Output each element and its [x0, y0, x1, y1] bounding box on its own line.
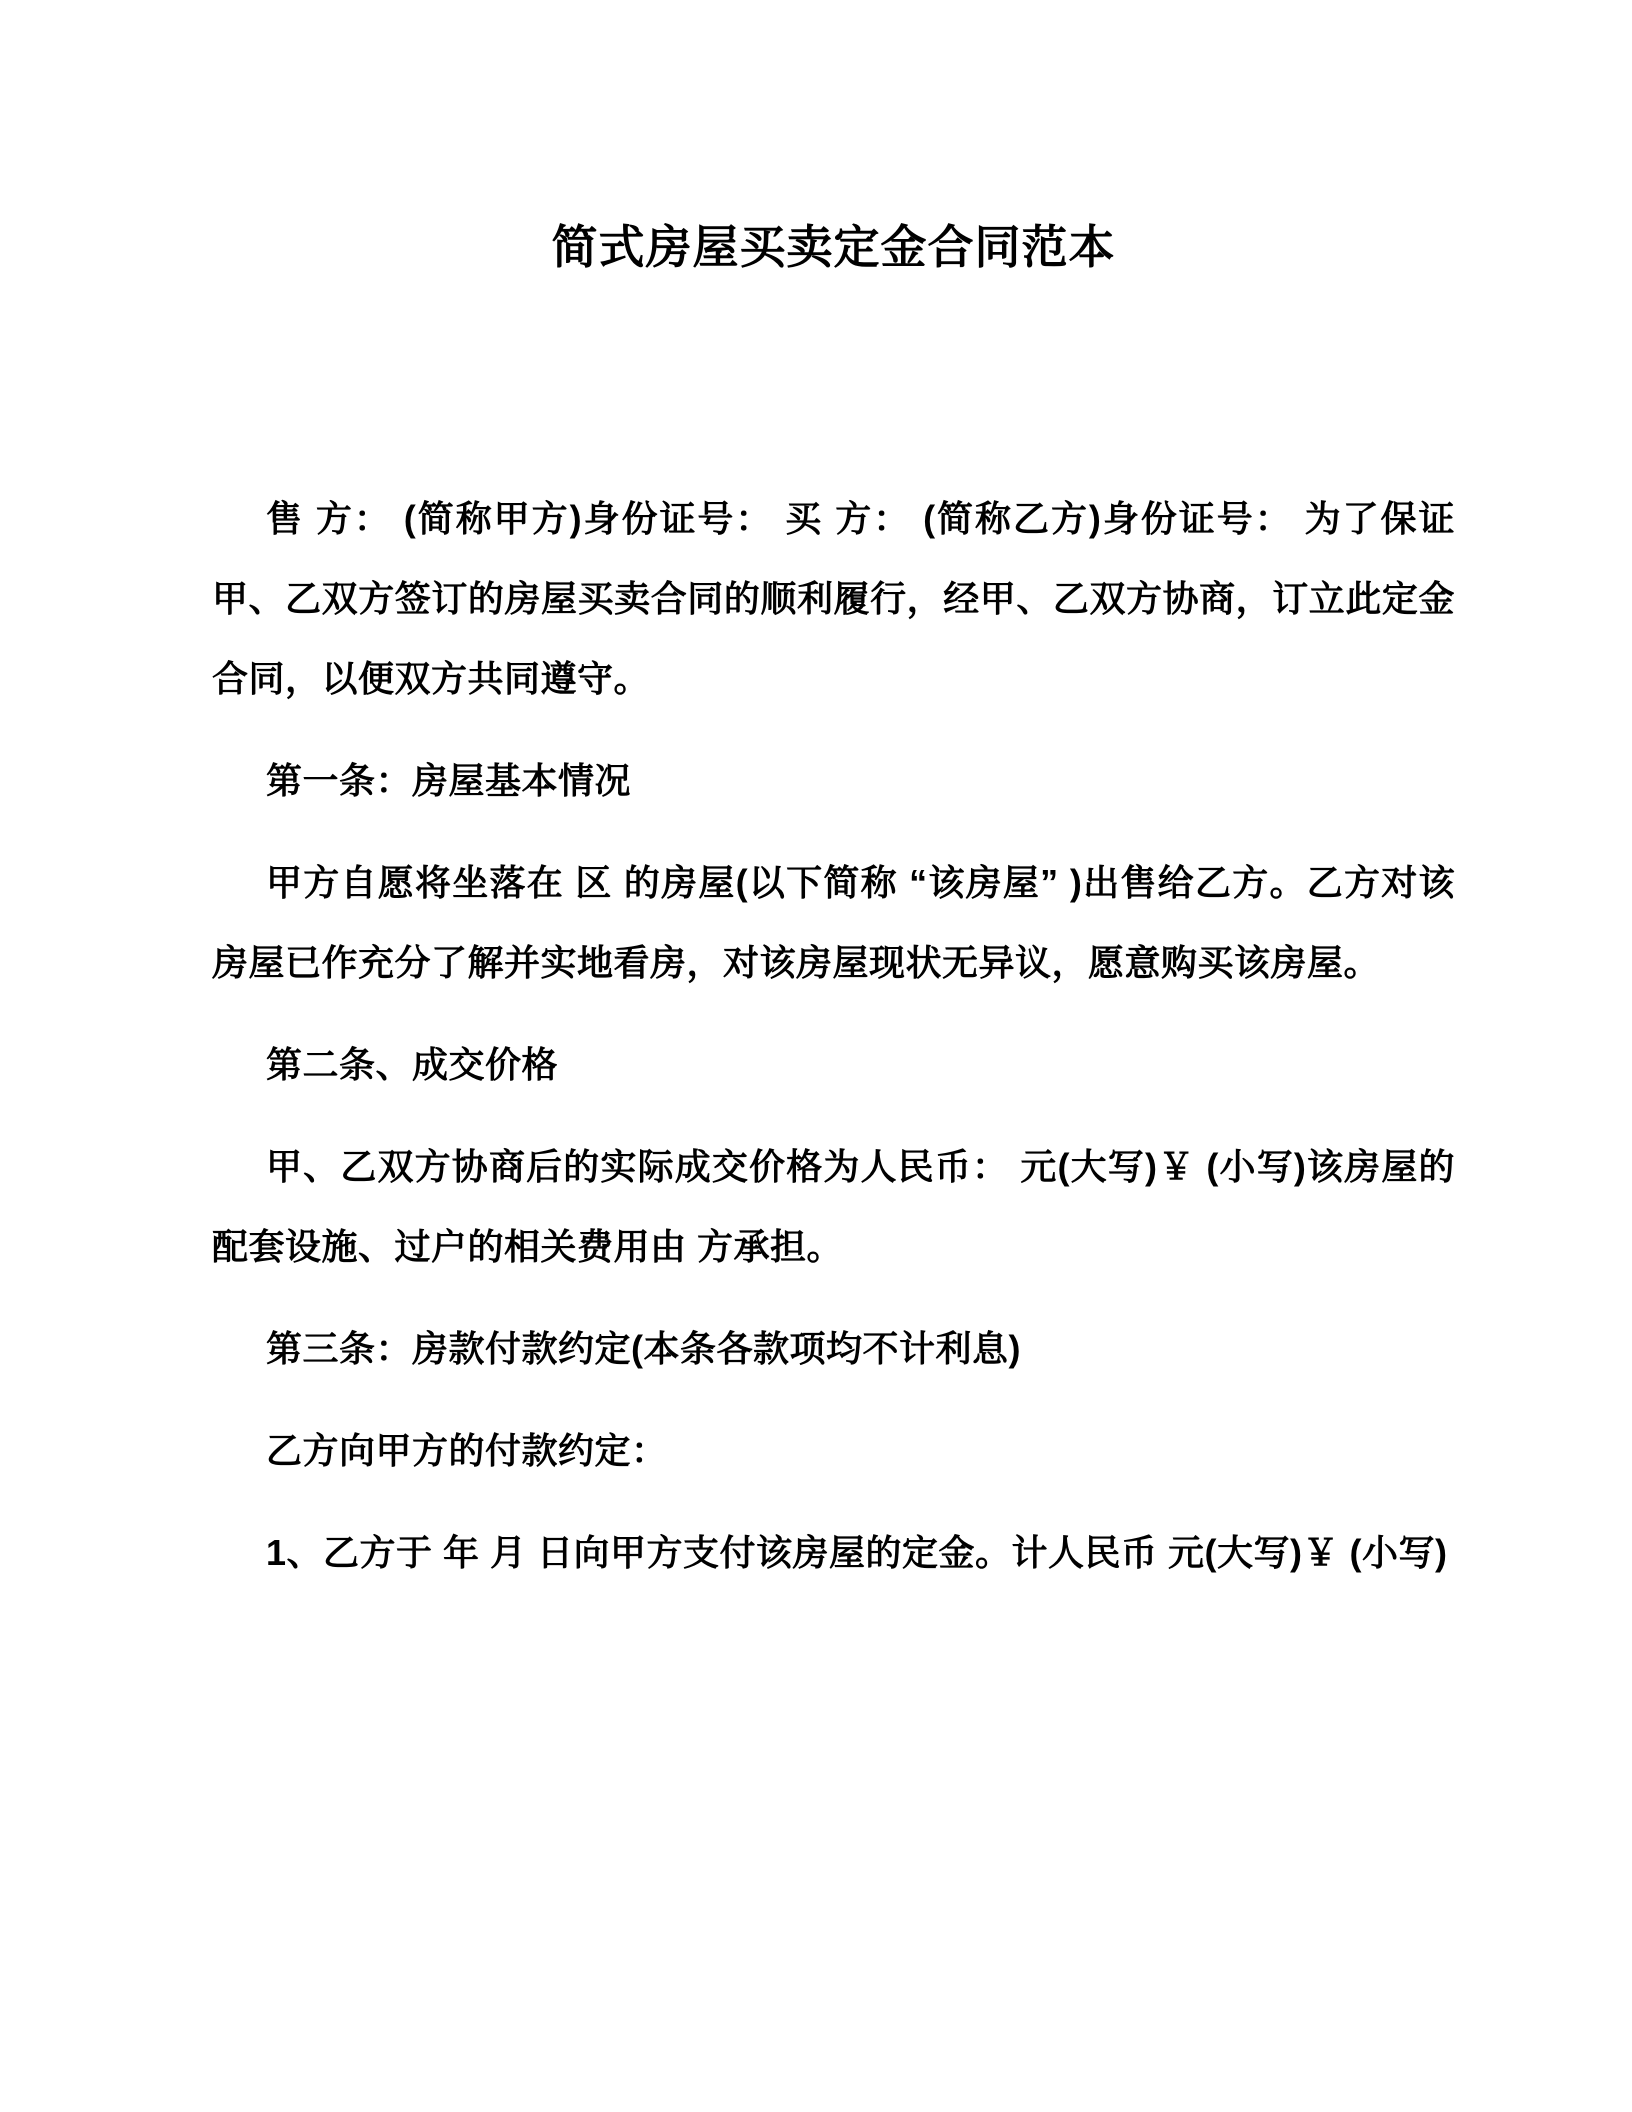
parties-intro-paragraph: 售 方： (简称甲方)身份证号： 买 方： (简称乙方)身份证号： 为了保证甲、乙双方签订的房屋买卖合同的顺利履行，经甲、乙双方协商，订立此定金合同，以便双方共同遵守。 [212, 498, 1455, 699]
payment-intro-paragraph: 乙方向甲方的付款约定： [266, 1430, 668, 1471]
section-1-paragraph: 甲方自愿将坐落在 区 的房屋(以下简称 “该房屋” )出售给乙方。乙方对该房屋已作充分了解并实地看房，对该房屋现状无异议，愿意购买该房屋。 [212, 862, 1455, 983]
section-2-paragraph: 甲、乙双方协商后的实际成交价格为人民币： 元(大写)￥ (小写)该房屋的配套设施、过户的相关费用由 方承担。 [212, 1146, 1455, 1267]
section-1-heading: 第一条：房屋基本情况 [266, 760, 632, 801]
section-2-heading: 第二条、成交价格 [266, 1044, 559, 1085]
document-title: 简式房屋买卖定金合同范本 [551, 221, 1116, 273]
section-3-heading: 第三条：房款付款约定(本条各款项均不计利息) [266, 1328, 1021, 1369]
deposit-clause-paragraph: 1、乙方于 年 月 日向甲方支付该房屋的定金。计人民币 元(大写)￥ (小写) [266, 1532, 1448, 1573]
